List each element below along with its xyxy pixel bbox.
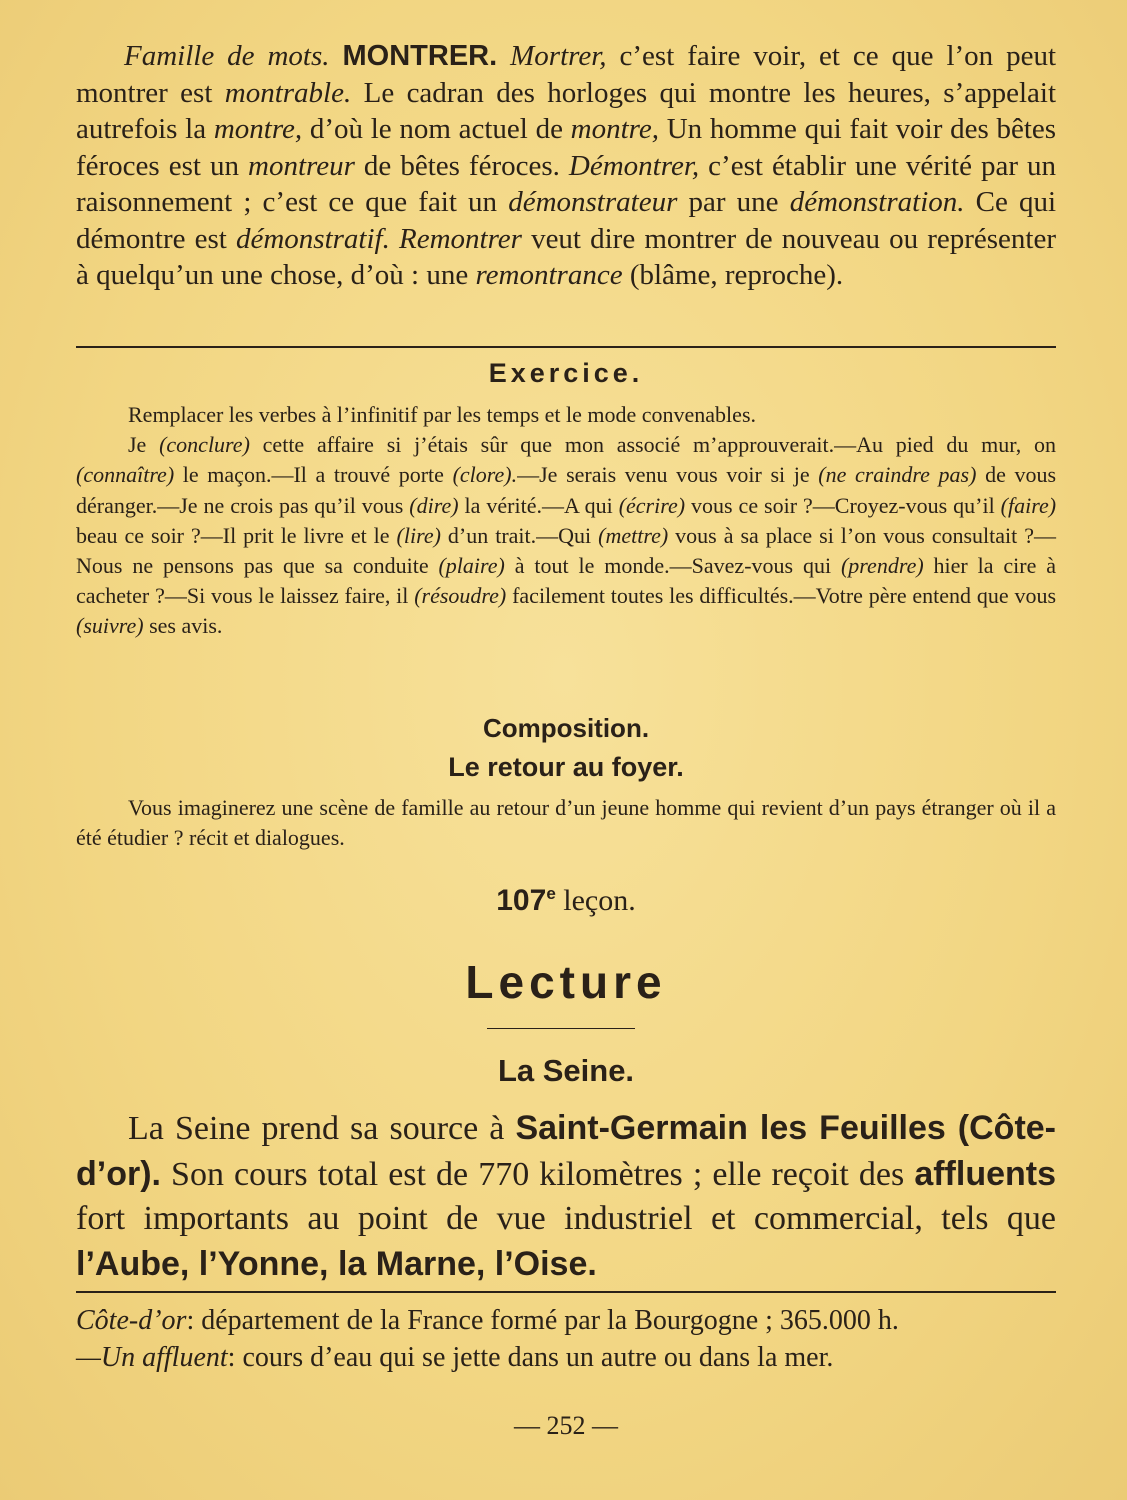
text-run: vous à sa place si l’on vous consultait ?—Nous ne pensons pas que sa conduite: [76, 522, 1057, 579]
verb: (mettre): [598, 522, 669, 548]
footnote-definition: : département de la France formé par la Bourgogne ; 365.000 h.: [186, 1305, 899, 1336]
footnotes: [76, 1302, 1056, 1376]
bold-term: affluents: [914, 1154, 1056, 1193]
verb: (connaître): [76, 462, 175, 488]
text-run: —Je serais venu vous voir si je: [517, 462, 810, 488]
text-run: le maçon.—Il a trouvé porte: [182, 462, 444, 488]
word-italic: montre,: [570, 113, 660, 145]
composition-subtitle: Le retour au foyer.: [448, 752, 684, 782]
text-run: hier la cire à cacheter ?—Si vous le laissez faire, il: [76, 553, 1057, 609]
word-italic: Mortrer,: [510, 40, 607, 72]
verb: (ne craindre pas): [818, 462, 977, 488]
text-run: d’où le nom actuel de: [309, 113, 563, 145]
word-italic: Démontrer,: [568, 149, 700, 182]
text-run: vous ce soir ?—Croyez-vous qu’il: [691, 492, 995, 518]
bold-term: l’Aube, l’Yonne, la Marne, l’Oise.: [76, 1244, 597, 1283]
exercise-body: [76, 400, 1056, 642]
text-run: la vérité.—A qui: [464, 492, 613, 518]
text-run: cette affaire si j’étais sûr que mon associé m’approuverait.—Au pied du mur, on: [262, 432, 1056, 458]
word-italic: montreur: [248, 149, 355, 182]
divider: [76, 346, 1056, 348]
verb: (conclure): [159, 432, 250, 458]
text-run: par une: [688, 186, 779, 218]
lesson-word: leçon.: [563, 884, 636, 917]
composition-text: [76, 793, 1056, 853]
verb: (écrire): [618, 492, 686, 518]
footnote-definition: : cours d’eau qui se jette dans un autre ou dans la mer.: [227, 1342, 834, 1373]
text-run: Le cadran des horloges qui montre les heures, s’appelait autrefois la: [76, 76, 1057, 145]
text-run: beau ce soir ?—Il prit le livre et le: [76, 522, 390, 548]
word-italic: démonstratif.: [235, 222, 390, 255]
verb: (résoudre): [414, 583, 507, 609]
text-run: à tout le monde.—Savez-vous qui: [514, 553, 832, 579]
composition-title: Composition.: [482, 713, 650, 743]
text-run: Son cours total est de 770 kilomètres ; elle reçoit des: [171, 1155, 905, 1193]
text-run: Un homme qui fait voir des bêtes féroces est un: [76, 113, 1057, 182]
text-run: (blâme, reproche).: [629, 259, 844, 291]
exercise-instruction: Remplacer les verbes à l’infinitif par les temps et le mode convenables.: [128, 402, 756, 427]
text-run: de bêtes féroces.: [363, 149, 560, 182]
lesson-heading: [76, 884, 1056, 918]
text-run: Ce qui démontre est: [76, 186, 1057, 255]
word-italic: démonstration.: [789, 186, 965, 218]
lesson-number: 107: [496, 884, 547, 917]
verb: (prendre): [840, 553, 924, 579]
verb: (dire): [409, 492, 459, 518]
family-label: Famille de mots.: [124, 40, 330, 72]
verb: (plaire): [438, 553, 505, 579]
verb: (suivre): [76, 613, 144, 639]
text-run: fort importants au point de vue industriel et commercial, tels que: [76, 1200, 1056, 1237]
word-italic: remontrance: [475, 259, 623, 291]
reading-title: La Seine.: [497, 1053, 635, 1088]
text-run: de vous déranger.—Je ne crois pas qu’il vous: [76, 462, 1057, 518]
page-number: — 252 —: [514, 1411, 618, 1440]
text-run: c’est établir une vérité par un raisonnement ; c’est ce que fait un: [76, 149, 1057, 218]
text-run: facilement toutes les difficultés.—Votre père entend que vous: [512, 583, 1057, 609]
text-run: Vous imaginerez une scène de famille au retour d’un jeune homme qui revient d’un pays étranger où il a été étudier ? récit et dialogues.: [76, 795, 1056, 850]
footnote-dash: —: [76, 1342, 101, 1373]
footnote-term: Un affluent: [100, 1342, 228, 1373]
text-run: ses avis.: [149, 613, 223, 639]
text-run: La Seine prend sa source à: [128, 1110, 505, 1147]
verb: (lire): [396, 522, 441, 548]
text-run: veut dire montrer de nouveau ou représenter à quelqu’un une chose, d’où : une: [76, 222, 1057, 291]
verb: (clore).: [452, 462, 518, 488]
footnote-term: Côte-d’or: [76, 1305, 187, 1336]
lecture-title: Lecture: [465, 956, 667, 1008]
word-family-paragraph: [76, 38, 1056, 294]
word-italic: Remontrer: [398, 222, 522, 255]
lesson-suffix: e: [546, 884, 556, 903]
verb: (faire): [1000, 492, 1057, 518]
exercise-sentences: [76, 430, 1056, 641]
word-italic: montre,: [213, 113, 303, 145]
text-run: Je: [128, 432, 147, 458]
text-run: d’un trait.—Qui: [447, 522, 592, 548]
reading-paragraph: [76, 1106, 1056, 1287]
footnote-affluent: [76, 1339, 1056, 1376]
text-run: c’est faire voir, et ce que l’on peut montrer est: [76, 40, 1057, 109]
divider: [76, 1291, 1056, 1293]
footnote-cote-dor: [76, 1302, 1056, 1339]
headword: MONTRER.: [342, 40, 498, 72]
word-italic: montrable.: [224, 76, 352, 109]
exercise-title: Exercice.: [488, 358, 644, 388]
short-divider: [487, 1028, 635, 1029]
bold-term: Saint-Germain les Feuilles (Côte-d’or).: [76, 1109, 1057, 1193]
word-italic: démonstrateur: [508, 186, 678, 218]
